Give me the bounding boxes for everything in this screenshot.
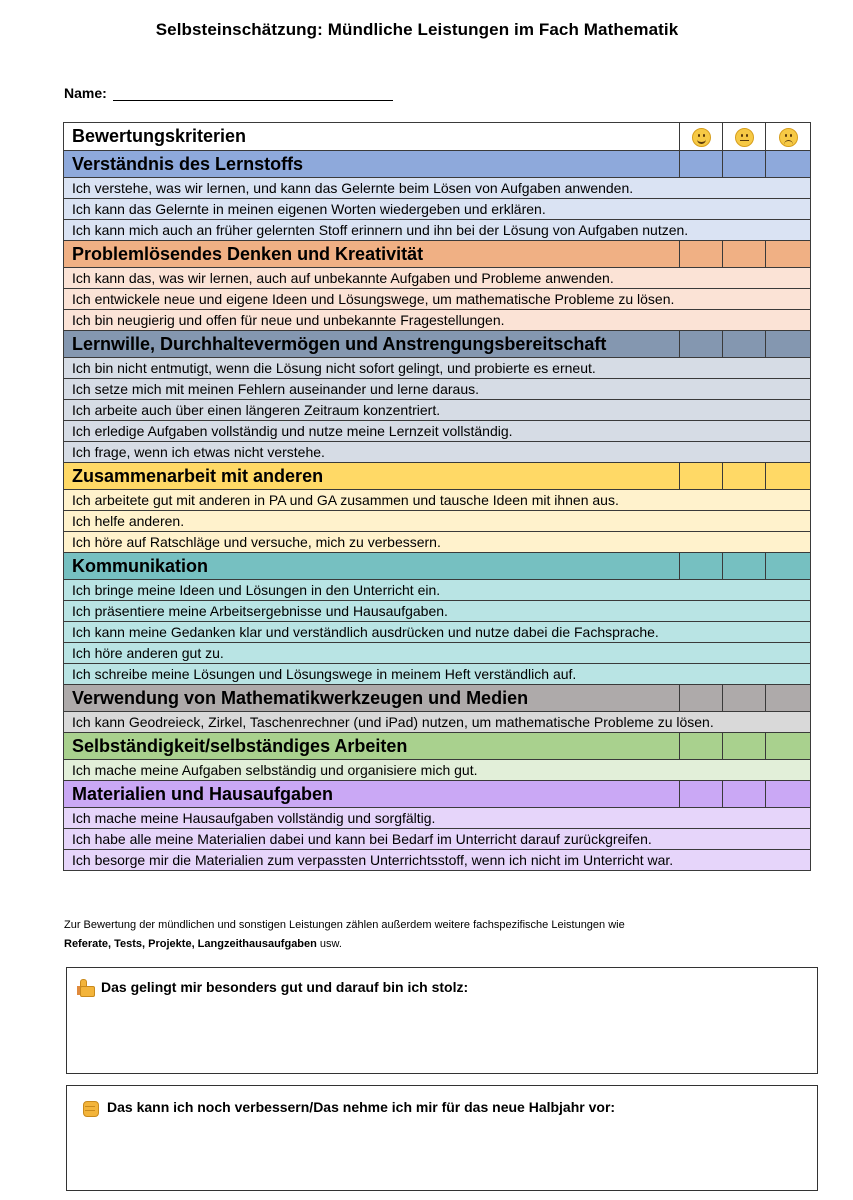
criterion-text: Ich entwickele neue und eigene Ideen und Lösungswege, um mathematische Probleme zu lösen. (64, 289, 811, 310)
criterion-row (64, 829, 811, 850)
criterion-text: Ich mache meine Hausaufgaben vollständig und sorgfältig. (64, 808, 811, 829)
category-row (64, 553, 811, 580)
criterion-row (64, 289, 811, 310)
criterion-text: Ich kann das Gelernte in meinen eigenen Worten wiedergeben und erklären. (64, 199, 811, 220)
criterion-text: Ich besorge mir die Materialien zum verpassten Unterrichtsstoff, wenn ich nicht im Unterricht war. (64, 850, 811, 871)
category-rating-neutral (723, 553, 766, 580)
improvements-label: Das kann ich noch verbessern/Das nehme ich mir für das neue Halbjahr vor: (107, 1099, 616, 1115)
category-row (64, 781, 811, 808)
name-label: Name: (64, 85, 107, 101)
criterion-row (64, 532, 811, 553)
criterion-row (64, 220, 811, 241)
criterion-text: Ich kann mich auch an früher gelernten Stoff erinnern und ihn bei der Lösung von Aufgaben nutzen. (64, 220, 811, 241)
criterion-text: Ich habe alle meine Materialien dabei und kann bei Bedarf im Unterricht darauf zurückgreifen. (64, 829, 811, 850)
category-rating-happy (680, 241, 723, 268)
category-rating-happy (680, 685, 723, 712)
criterion-text: Ich arbeite auch über einen längeren Zeitraum konzentriert. (64, 400, 811, 421)
criterion-text: Ich höre auf Ratschläge und versuche, mich zu verbessern. (64, 532, 811, 553)
category-rating-sad (766, 553, 811, 580)
category-rating-neutral (723, 463, 766, 490)
criterion-row (64, 850, 811, 871)
category-rating-sad (766, 685, 811, 712)
category-row (64, 733, 811, 760)
criterion-row (64, 310, 811, 331)
category-rating-sad (766, 241, 811, 268)
criterion-text: Ich kann Geodreieck, Zirkel, Taschenrechner (und iPad) nutzen, um mathematische Probleme zu lösen. (64, 712, 811, 733)
criterion-text: Ich präsentiere meine Arbeitsergebnisse und Hausaufgaben. (64, 601, 811, 622)
category-title: Zusammenarbeit mit anderen (64, 463, 680, 490)
category-rating-sad (766, 463, 811, 490)
category-row (64, 151, 811, 178)
category-rating-sad (766, 733, 811, 760)
category-title: Verständnis des Lernstoffs (64, 151, 680, 178)
category-rating-sad (766, 331, 811, 358)
name-blank-line[interactable] (113, 84, 393, 101)
grinning-face-icon (692, 128, 711, 147)
category-title: Materialien und Hausaufgaben (64, 781, 680, 808)
criterion-text: Ich frage, wenn ich etwas nicht verstehe. (64, 442, 811, 463)
criterion-row (64, 808, 811, 829)
criterion-text: Ich verstehe, was wir lernen, und kann das Gelernte beim Lösen von Aufgaben anwenden. (64, 178, 811, 199)
criterion-row (64, 643, 811, 664)
criterion-row (64, 601, 811, 622)
category-rating-happy (680, 331, 723, 358)
category-row (64, 463, 811, 490)
criterion-row (64, 760, 811, 781)
category-title: Kommunikation (64, 553, 680, 580)
category-rating-sad (766, 781, 811, 808)
criterion-text: Ich bin neugierig und offen für neue und unbekannte Fragestellungen. (64, 310, 811, 331)
criterion-row (64, 268, 811, 289)
criterion-text: Ich kann meine Gedanken klar und verständlich ausdrücken und nutze dabei die Fachsprache. (64, 622, 811, 643)
strengths-box[interactable] (66, 967, 818, 1074)
header-emoji-neutral (723, 123, 766, 151)
criterion-row (64, 490, 811, 511)
category-rating-neutral (723, 241, 766, 268)
criterion-row (64, 178, 811, 199)
category-row (64, 685, 811, 712)
note-line-1: Zur Bewertung der mündlichen und sonstigen Leistungen zählen außerdem weitere fachspezifische Leistungen wie (64, 919, 625, 931)
category-rating-neutral (723, 685, 766, 712)
criterion-text: Ich kann das, was wir lernen, auch auf unbekannte Aufgaben und Probleme anwenden. (64, 268, 811, 289)
criterion-row (64, 421, 811, 442)
criterion-text: Ich bringe meine Ideen und Lösungen in den Unterricht ein. (64, 580, 811, 601)
name-field[interactable] (64, 84, 393, 101)
table-header-row (64, 123, 811, 151)
category-row (64, 331, 811, 358)
criterion-text: Ich schreibe meine Lösungen und Lösungswege in meinem Heft verständlich auf. (64, 664, 811, 685)
criterion-text: Ich arbeitete gut mit anderen in PA und GA zusammen und tausche Ideen mit ihnen aus. (64, 490, 811, 511)
category-rating-neutral (723, 331, 766, 358)
category-rating-sad (766, 151, 811, 178)
criterion-row (64, 511, 811, 532)
criterion-row (64, 712, 811, 733)
criterion-row (64, 199, 811, 220)
category-title: Selbständigkeit/selbständiges Arbeiten (64, 733, 680, 760)
thumbs-up-icon (77, 978, 95, 996)
note-text (64, 916, 764, 954)
criterion-text: Ich helfe anderen. (64, 511, 811, 532)
category-rating-happy (680, 733, 723, 760)
table-header-label: Bewertungskriterien (64, 123, 680, 151)
strengths-label-wrap (77, 978, 468, 996)
category-rating-neutral (723, 781, 766, 808)
improvements-box[interactable] (66, 1085, 818, 1191)
criterion-row (64, 442, 811, 463)
note-line-2-rest: usw. (316, 938, 342, 950)
category-title: Verwendung von Mathematikwerkzeugen und Medien (64, 685, 680, 712)
header-emoji-sad (766, 123, 811, 151)
criteria-table (63, 122, 811, 871)
criterion-row (64, 400, 811, 421)
criterion-text: Ich bin nicht entmutigt, wenn die Lösung nicht sofort gelingt, und probierte es erneut. (64, 358, 811, 379)
neutral-face-icon (735, 128, 754, 147)
header-emoji-happy (680, 123, 723, 151)
criterion-row (64, 622, 811, 643)
category-rating-happy (680, 151, 723, 178)
criterion-text: Ich höre anderen gut zu. (64, 643, 811, 664)
category-rating-neutral (723, 733, 766, 760)
frowning-face-icon (779, 128, 798, 147)
raised-fist-icon (81, 1098, 99, 1116)
category-rating-happy (680, 463, 723, 490)
criterion-text: Ich setze mich mit meinen Fehlern auseinander und lerne daraus. (64, 379, 811, 400)
category-title: Lernwille, Durchhaltevermögen und Anstrengungsbereitschaft (64, 331, 680, 358)
criterion-text: Ich mache meine Aufgaben selbständig und organisiere mich gut. (64, 760, 811, 781)
criterion-text: Ich erledige Aufgaben vollständig und nutze meine Lernzeit vollständig. (64, 421, 811, 442)
category-rating-happy (680, 553, 723, 580)
strengths-label: Das gelingt mir besonders gut und darauf bin ich stolz: (101, 979, 469, 995)
criterion-row (64, 379, 811, 400)
criterion-row (64, 664, 811, 685)
note-line-2 (64, 935, 764, 954)
category-row (64, 241, 811, 268)
category-rating-neutral (723, 151, 766, 178)
category-rating-happy (680, 781, 723, 808)
criterion-row (64, 580, 811, 601)
page-title: Selbsteinschätzung: Mündliche Leistungen im Fach Mathematik (155, 20, 679, 39)
category-title: Problemlösendes Denken und Kreativität (64, 241, 680, 268)
criterion-row (64, 358, 811, 379)
improvements-label-wrap (81, 1098, 615, 1116)
note-bold-terms: Referate, Tests, Projekte, Langzeithausaufgaben (64, 938, 317, 950)
